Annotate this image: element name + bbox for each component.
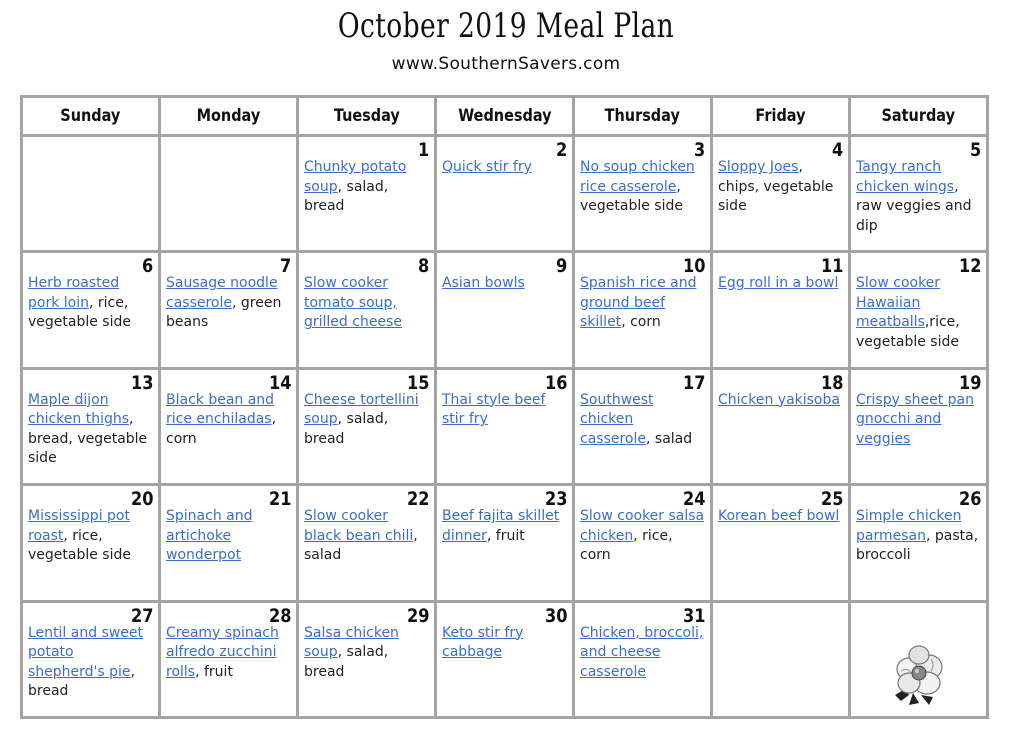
day-number: 10 xyxy=(682,255,705,278)
meal-entry xyxy=(442,274,567,294)
meal-entry xyxy=(28,624,153,702)
empty-day-cell xyxy=(850,601,988,717)
weekday-header: Friday xyxy=(712,97,850,136)
weekday-header-row xyxy=(22,97,988,136)
recipe-link[interactable]: Slow cooker tomato soup, grilled cheese xyxy=(304,275,402,331)
weekday-header: Thursday xyxy=(574,97,712,136)
day-number: 9 xyxy=(555,255,567,278)
day-cell xyxy=(712,368,850,484)
day-number: 23 xyxy=(544,488,567,511)
calendar-grid xyxy=(20,95,989,719)
day-number: 14 xyxy=(268,371,291,394)
recipe-link[interactable]: Mississippi pot roast xyxy=(28,508,130,544)
meal-sides: , rice, corn xyxy=(580,527,673,564)
recipe-link[interactable]: Slow cooker black bean chili xyxy=(304,508,414,544)
day-number: 30 xyxy=(544,604,567,627)
day-number: 31 xyxy=(682,604,705,627)
day-number: 20 xyxy=(130,488,153,511)
week-row xyxy=(22,601,988,717)
empty-day-cell xyxy=(712,601,850,717)
day-cell xyxy=(436,485,574,601)
recipe-link[interactable]: Spanish rice and ground beef skillet xyxy=(580,275,697,331)
meal-entry xyxy=(442,507,567,546)
day-cell xyxy=(22,601,160,717)
day-cell xyxy=(298,252,436,368)
recipe-link[interactable]: No soup chicken rice casserole xyxy=(580,159,695,195)
weekday-header: Tuesday xyxy=(298,97,436,136)
meal-entry xyxy=(580,624,705,683)
website-url: www.SouthernSavers.com xyxy=(391,54,621,74)
meal-sides: , salad xyxy=(304,527,418,564)
meal-sides: ,rice, vegetable side xyxy=(856,314,960,350)
meal-entry xyxy=(304,391,429,450)
recipe-link[interactable]: Creamy spinach alfredo zucchini rolls xyxy=(166,624,279,680)
day-cell xyxy=(712,252,850,368)
recipe-link[interactable]: Spinach and artichoke wonderpot xyxy=(166,508,253,564)
meal-sides: , bread xyxy=(28,663,135,700)
day-cell xyxy=(160,601,298,717)
recipe-link[interactable]: Black bean and rice enchiladas xyxy=(166,391,275,428)
day-number: 19 xyxy=(958,371,981,394)
meal-entry xyxy=(580,274,705,333)
day-number: 7 xyxy=(279,255,291,278)
day-number: 26 xyxy=(958,488,981,511)
week-row xyxy=(22,252,988,368)
day-number: 15 xyxy=(406,371,429,394)
week-row xyxy=(22,485,988,601)
day-cell xyxy=(22,485,160,601)
weekday-header: Sunday xyxy=(22,97,160,136)
meal-entry xyxy=(442,391,567,430)
day-cell xyxy=(436,136,574,252)
recipe-link[interactable]: Thai style beef stir fry xyxy=(442,391,546,428)
recipe-link[interactable]: Tangy ranch chicken wings xyxy=(856,159,955,195)
meal-entry xyxy=(718,158,843,217)
meal-sides: , salad, bread xyxy=(304,644,389,680)
meal-sides: , green beans xyxy=(166,294,282,331)
meal-sides: , fruit xyxy=(486,527,525,544)
meal-sides: , pasta, broccoli xyxy=(856,527,979,564)
day-number: 5 xyxy=(969,139,981,161)
meal-sides: , corn xyxy=(166,411,277,447)
empty-day-cell xyxy=(160,136,298,252)
day-number: 13 xyxy=(130,371,153,394)
empty-day-cell xyxy=(22,136,160,252)
meal-sides: , rice, vegetable side xyxy=(28,527,131,564)
meal-entry xyxy=(28,391,153,469)
day-cell xyxy=(712,485,850,601)
day-cell xyxy=(22,368,160,484)
day-number: 8 xyxy=(417,255,429,278)
recipe-link[interactable]: Keto stir fry cabbage xyxy=(442,624,524,661)
day-number: 28 xyxy=(268,604,291,627)
day-number: 4 xyxy=(831,139,843,161)
meal-entry xyxy=(856,158,981,236)
day-number: 29 xyxy=(406,604,429,627)
day-number: 12 xyxy=(958,255,981,278)
meal-entry xyxy=(856,507,981,566)
meal-sides: , fruit xyxy=(195,663,233,680)
meal-sides: , salad, bread xyxy=(304,411,389,447)
day-cell xyxy=(712,136,850,252)
recipe-link[interactable]: Chunky potato soup xyxy=(304,159,407,195)
day-cell xyxy=(850,368,988,484)
day-number: 1 xyxy=(417,139,429,161)
day-cell xyxy=(574,252,712,368)
recipe-link[interactable]: Beef fajita skillet dinner xyxy=(442,508,560,544)
meal-entry xyxy=(166,274,291,333)
day-cell xyxy=(850,252,988,368)
day-number: 16 xyxy=(544,371,567,394)
recipe-link[interactable]: Simple chicken parmesan xyxy=(856,508,962,544)
day-cell xyxy=(298,485,436,601)
meal-entry xyxy=(166,624,291,683)
meal-entry xyxy=(166,391,291,450)
page-title: October 2019 Meal Plan xyxy=(337,6,675,46)
meal-entry xyxy=(856,274,981,352)
recipe-link[interactable]: Asian bowls xyxy=(442,275,525,292)
week-row xyxy=(22,136,988,252)
meal-entry xyxy=(304,507,429,566)
day-cell xyxy=(850,485,988,601)
day-cell xyxy=(298,136,436,252)
meal-entry xyxy=(28,507,153,566)
day-number: 6 xyxy=(141,255,153,278)
meal-entry xyxy=(28,274,153,333)
meal-entry xyxy=(442,158,567,178)
day-cell xyxy=(574,136,712,252)
weekday-header: Wednesday xyxy=(436,97,574,136)
meal-entry xyxy=(304,624,429,683)
day-number: 21 xyxy=(268,488,291,511)
meal-entry xyxy=(304,274,429,333)
day-number: 3 xyxy=(693,139,705,161)
recipe-link[interactable]: Sausage noodle casserole xyxy=(166,275,278,311)
day-cell xyxy=(436,368,574,484)
day-cell xyxy=(160,368,298,484)
recipe-link[interactable]: Quick stir fry xyxy=(442,159,532,175)
day-cell xyxy=(850,136,988,252)
recipe-link[interactable]: Crispy sheet pan gnocchi and veggies xyxy=(856,391,975,447)
day-cell xyxy=(298,601,436,717)
day-cell xyxy=(160,252,298,368)
recipe-link[interactable]: Maple dijon chicken thighs xyxy=(28,391,130,428)
day-cell xyxy=(22,252,160,368)
day-number: 11 xyxy=(820,255,843,278)
recipe-link[interactable]: Chicken yakisoba xyxy=(718,391,840,408)
recipe-link[interactable]: Sloppy Joes xyxy=(718,159,799,175)
meal-entry xyxy=(580,391,705,450)
meal-sides: , raw veggies and dip xyxy=(856,178,972,234)
meal-sides: , chips, vegetable side xyxy=(718,159,834,214)
recipe-link[interactable]: Egg roll in a bowl xyxy=(718,275,839,292)
day-cell xyxy=(298,368,436,484)
meal-entry xyxy=(580,158,705,217)
recipe-link[interactable]: Korean beef bowl xyxy=(718,508,840,525)
meal-sides: , vegetable side xyxy=(580,178,683,214)
day-number: 2 xyxy=(555,139,567,161)
meal-entry xyxy=(166,507,291,566)
recipe-link[interactable]: Slow cooker Hawaiian meatballs xyxy=(856,275,941,331)
recipe-link[interactable]: Slow cooker salsa chicken xyxy=(580,508,705,544)
meal-sides: , salad, bread xyxy=(304,178,389,214)
day-number: 25 xyxy=(820,488,843,511)
day-cell xyxy=(574,485,712,601)
meal-entry xyxy=(442,624,567,663)
day-cell xyxy=(574,601,712,717)
recipe-link[interactable]: Cheese tortellini soup xyxy=(304,391,419,428)
day-number: 22 xyxy=(406,488,429,511)
magnolia-flower-icon xyxy=(891,645,949,712)
week-row xyxy=(22,368,988,484)
meal-entry xyxy=(304,158,429,217)
recipe-link[interactable]: Salsa chicken soup xyxy=(304,624,399,661)
weekday-header: Saturday xyxy=(850,97,988,136)
meal-entry xyxy=(856,391,981,450)
recipe-link[interactable]: Southwest chicken casserole xyxy=(580,391,654,447)
weekday-header: Monday xyxy=(160,97,298,136)
day-number: 18 xyxy=(820,371,843,394)
recipe-link[interactable]: Lentil and sweet potato shepherd's pie xyxy=(28,624,144,680)
day-cell xyxy=(436,601,574,717)
day-number: 17 xyxy=(682,371,705,394)
meal-sides: , rice, vegetable side xyxy=(28,294,131,331)
meal-sides: , salad xyxy=(646,430,693,447)
recipe-link[interactable]: Chicken, broccoli, and cheese casserole xyxy=(580,624,704,680)
meal-sides: , bread, vegetable side xyxy=(28,411,148,467)
day-cell xyxy=(160,485,298,601)
day-cell xyxy=(436,252,574,368)
meal-entry xyxy=(580,507,705,566)
day-number: 27 xyxy=(130,604,153,627)
meal-sides: , corn xyxy=(621,314,661,331)
day-cell xyxy=(574,368,712,484)
day-number: 24 xyxy=(682,488,705,511)
recipe-link[interactable]: Herb roasted pork loin xyxy=(28,275,120,311)
